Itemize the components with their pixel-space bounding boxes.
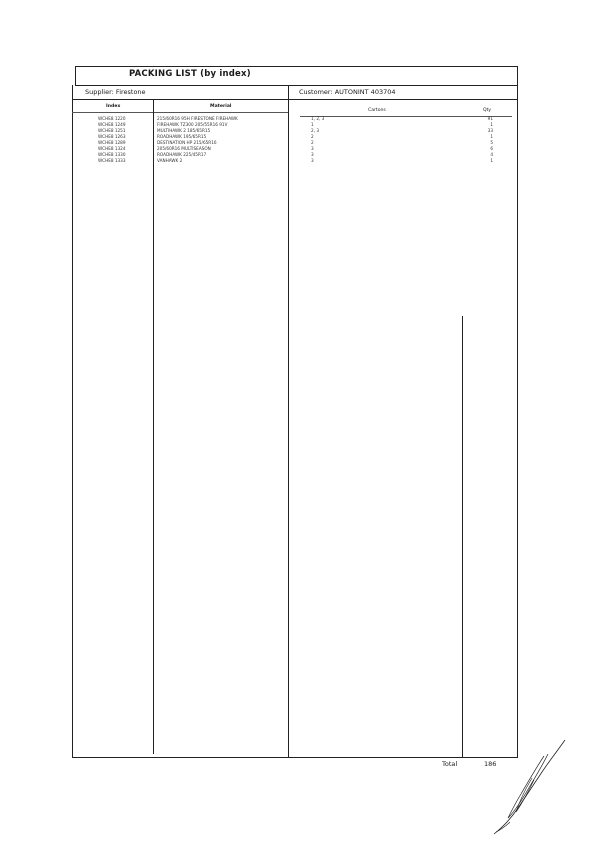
row-index: WCHE8 1249 bbox=[98, 122, 126, 127]
row-cartons: 3 bbox=[311, 146, 314, 151]
row-qty: 91 bbox=[487, 116, 493, 121]
customer-label: Customer: AUTONINT 403704 bbox=[299, 88, 396, 96]
row-qty: 1 bbox=[490, 122, 493, 127]
row-qty: 5 bbox=[490, 140, 493, 145]
row-material: MULTIHAWK 2 185/65R15 bbox=[157, 128, 211, 133]
row-material: DESTINATION HP 215/65R16 bbox=[157, 140, 217, 145]
row-cartons: 1 bbox=[311, 122, 314, 127]
row-index: WCHE8 1333 bbox=[98, 158, 126, 163]
column-header-divider bbox=[72, 112, 288, 113]
header-divider bbox=[72, 99, 518, 100]
row-qty: 4 bbox=[490, 152, 493, 157]
row-material: 205/60R16 MULTISEASON bbox=[157, 146, 211, 151]
row-index: WCHE8 1330 bbox=[98, 152, 126, 157]
row-material: 215/60R16 95H FIRESTONE FIREHAWK bbox=[157, 116, 238, 121]
row-cartons: 3 bbox=[311, 152, 314, 157]
frame-left-line bbox=[75, 66, 76, 86]
row-cartons: 1, 2, 3 bbox=[311, 116, 325, 121]
row-index: WCHE8 1263 bbox=[98, 134, 126, 139]
row-cartons: 3 bbox=[311, 158, 314, 163]
row-index: WCHE8 1220 bbox=[98, 116, 126, 121]
row-cartons: 2 bbox=[311, 140, 314, 145]
row-material: VANHAWK 2 bbox=[157, 158, 183, 163]
qty-column-line bbox=[462, 316, 463, 757]
row-qty: 6 bbox=[490, 146, 493, 151]
total-label: Total bbox=[442, 760, 458, 768]
index-column-header: Index bbox=[106, 104, 121, 109]
row-cartons: 2, 3 bbox=[311, 128, 319, 133]
title-divider bbox=[75, 85, 518, 86]
table-row bbox=[0, 158, 520, 164]
frame-bottom-line bbox=[72, 757, 518, 758]
qty-column-header: Qty bbox=[483, 108, 492, 113]
row-index: WCHE8 1251 bbox=[98, 128, 126, 133]
row-qty: 33 bbox=[487, 128, 493, 133]
material-column-line bbox=[153, 100, 154, 754]
row-cartons: 2 bbox=[311, 134, 314, 139]
row-material: ROADHAWK 225/45R17 bbox=[157, 152, 207, 157]
row-qty: 1 bbox=[490, 134, 493, 139]
row-index: WCHE8 1289 bbox=[98, 140, 126, 145]
frame-right-line bbox=[517, 66, 518, 758]
supplier-label: Supplier: Firestone bbox=[85, 88, 146, 96]
customer-column-line bbox=[288, 85, 289, 757]
document-title: PACKING LIST (by index) bbox=[129, 69, 251, 79]
total-value: 186 bbox=[484, 760, 497, 768]
frame-top-line bbox=[75, 66, 518, 67]
row-qty: 1 bbox=[490, 158, 493, 163]
row-material: ROADHAWK 195/65R15 bbox=[157, 134, 207, 139]
material-column-header: Material bbox=[210, 104, 232, 109]
cartons-column-header: Cartons bbox=[368, 108, 386, 113]
body-left-line bbox=[72, 85, 73, 758]
row-material: FIREHAWK TZ300 205/55R16 91V bbox=[157, 122, 228, 127]
row-index: WCHE8 1324 bbox=[98, 146, 126, 151]
handwritten-signature bbox=[488, 738, 568, 838]
